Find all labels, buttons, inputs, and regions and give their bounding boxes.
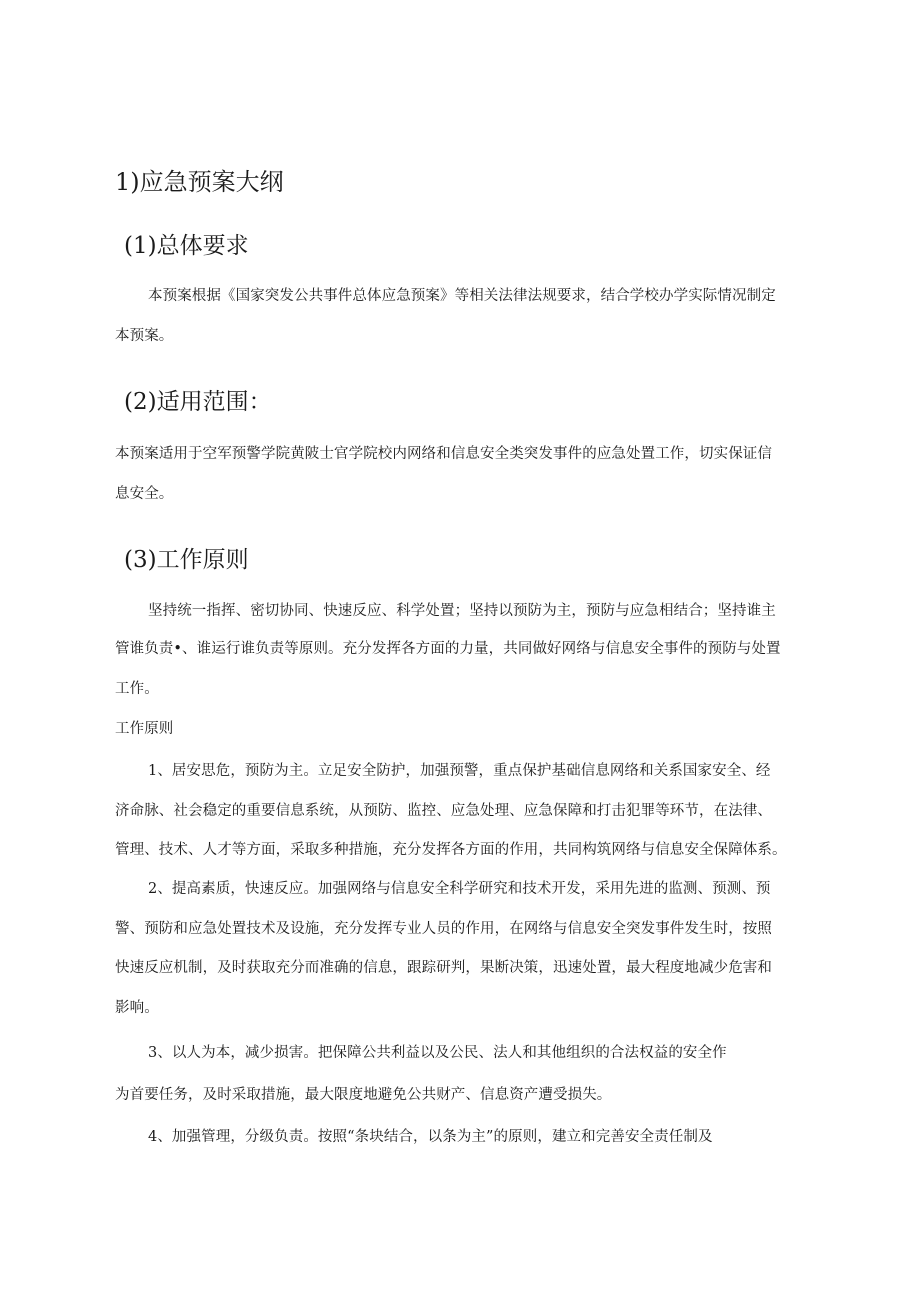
paragraph-line: 管谁负责•、谁运行谁负责等原则。充分发挥各方面的力量，共同做好网络与信息安全事件的预防与处置 [115,641,781,657]
principle-line: 1、居安思危，预防为主。立足安全防护，加强预警，重点保护基础信息网络和关系国家安全、经 [148,763,771,779]
paragraph-line: 坚持统一指挥、密切协同、快速反应、科学处置；坚持以预防为主，预防与应急相结合；坚持谁主 [148,603,776,619]
subheading-working-principles: 工作原则 [115,721,174,737]
principle-line: 警、预防和应急处置技术及设施，充分发挥专业人员的作用，在网络与信息安全突发事件发生时，按照 [115,921,772,937]
paragraph-line: 本预案。 [115,328,174,344]
paragraph-line: 息安全。 [115,486,174,502]
principle-line: 2、提高素质，快速反应。加强网络与信息安全科学研究和技术开发，采用先进的监测、预测、预 [148,881,771,897]
paragraph-line: 工作。 [115,681,159,697]
principle-line: 4、加强管理，分级负责。按照“条块结合，以条为主”的原则，建立和完善安全责任制及 [148,1129,713,1145]
section-heading-working-principles: (3)工作原则 [124,547,249,573]
section-heading-scope: (2)适用范围： [124,389,272,415]
principle-line: 快速反应机制，及时获取充分而准确的信息，跟踪研判，果断决策，迅速处置，最大程度地减少危害和 [115,960,772,976]
principle-line: 管理、技术、人才等方面，采取多种措施，充分发挥各方面的作用，共同构筑网络与信息安全保障体系。 [115,842,787,858]
principle-line: 为首要任务，及时采取措施，最大限度地避免公共财产、信息资产遭受损失。 [115,1087,612,1103]
paragraph-line: 本预案适用于空军预警学院黄陂士官学院校内网络和信息安全类突发事件的应急处置工作，切实保证信 [115,446,772,462]
section-heading-general-requirements: (1)总体要求 [124,233,249,259]
paragraph-line: 本预案根据《国家突发公共事件总体应急预案》等相关法律法规要求，结合学校办学实际情况制定 [148,288,776,304]
principle-line: 影响。 [115,1000,159,1016]
document-title: 1)应急预案大纲 [115,168,284,196]
principle-line: 济命脉、社会稳定的重要信息系统，从预防、监控、应急处理、应急保障和打击犯罪等环节，在法律、 [115,803,772,819]
principle-line: 3、以人为本，减少损害。把保障公共利益以及公民、法人和其他组织的合法权益的安全作 [148,1045,727,1061]
